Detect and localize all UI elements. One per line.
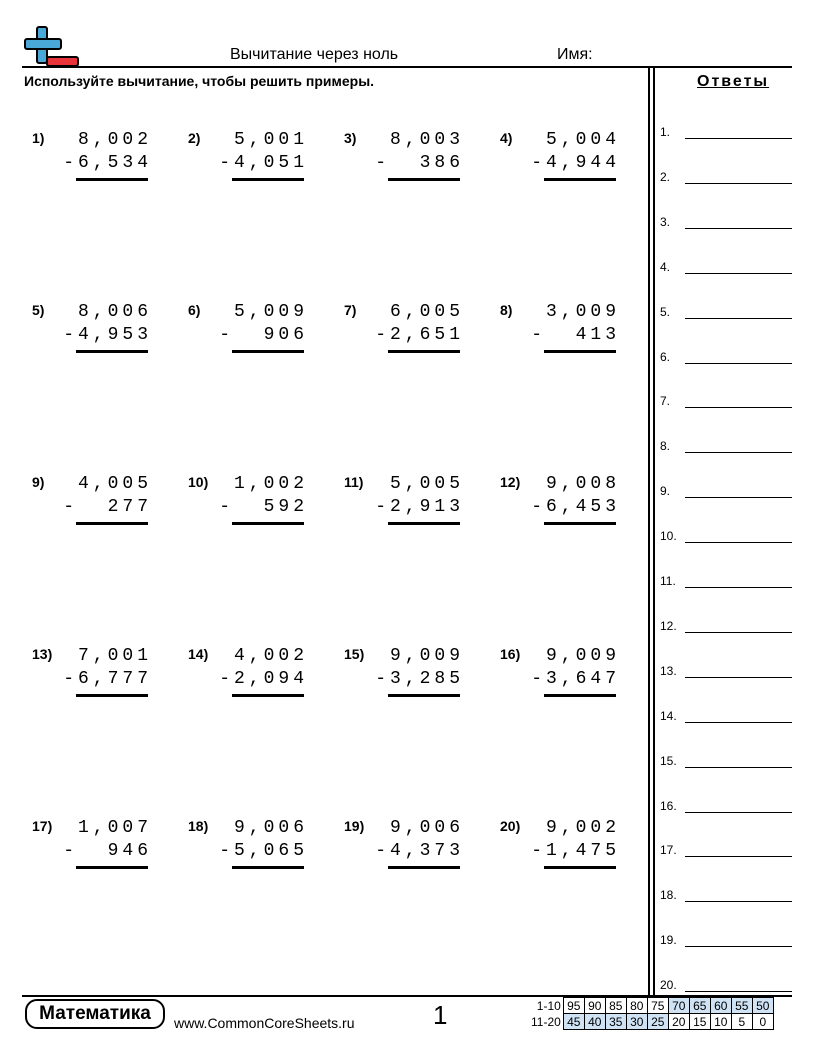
subtrahend: -6,777 xyxy=(63,669,152,689)
answer-number: 5. xyxy=(660,304,671,319)
answer-blank[interactable] xyxy=(685,722,792,723)
subtrahend: -6,534 xyxy=(63,153,152,173)
answer-number: 7. xyxy=(660,394,671,409)
answer-blank[interactable] xyxy=(685,183,792,184)
answer-row xyxy=(660,394,792,414)
problem-item xyxy=(32,302,152,372)
subtrahend: - 413 xyxy=(531,325,620,345)
answer-blank[interactable] xyxy=(685,363,792,364)
answer-row xyxy=(660,754,792,774)
answer-row xyxy=(660,350,792,370)
answer-blank[interactable] xyxy=(685,946,792,947)
problem-number: 3) xyxy=(344,130,357,146)
minuend: 9,009 xyxy=(389,646,464,666)
name-label: Имя: xyxy=(557,46,593,63)
answer-blank[interactable] xyxy=(685,991,792,992)
score-cell: 25 xyxy=(647,1014,668,1030)
minuend: 7,001 xyxy=(77,646,152,666)
brand-badge: Математика xyxy=(25,999,165,1029)
answers-heading: Ответы xyxy=(697,73,770,90)
problem-item xyxy=(188,130,308,200)
answer-number: 12. xyxy=(660,618,677,633)
score-cell: 60 xyxy=(710,998,731,1014)
problem-item xyxy=(500,474,620,544)
answer-number: 13. xyxy=(660,663,677,678)
answer-number: 11. xyxy=(660,574,676,588)
answer-row xyxy=(660,619,792,639)
problem-number: 12) xyxy=(500,474,521,490)
score-cell: 30 xyxy=(626,1014,647,1030)
subtrahend: -2,913 xyxy=(375,497,464,517)
score-cell: 5 xyxy=(731,1014,752,1030)
answer-row xyxy=(660,574,792,594)
subtrahend: -5,065 xyxy=(219,841,308,861)
minuend: 5,004 xyxy=(545,130,620,150)
problem-number: 4) xyxy=(500,130,513,146)
score-cell: 10 xyxy=(710,1014,731,1030)
answer-line xyxy=(76,178,148,181)
subtrahend: - 277 xyxy=(63,497,152,517)
answer-number: 8. xyxy=(660,439,671,454)
answer-row xyxy=(660,305,792,325)
minuend: 4,002 xyxy=(233,646,308,666)
problem-number: 19) xyxy=(344,818,365,834)
answer-number: 19. xyxy=(660,933,677,948)
score-cell: 80 xyxy=(626,998,647,1014)
minuend: 9,009 xyxy=(545,646,620,666)
score-cell: 15 xyxy=(689,1014,710,1030)
minuend: 5,009 xyxy=(233,302,308,322)
score-cell: 55 xyxy=(731,998,752,1014)
minuend: 3,009 xyxy=(545,302,620,322)
answer-row xyxy=(660,843,792,863)
answer-line xyxy=(388,866,460,869)
answer-blank[interactable] xyxy=(685,677,792,678)
answer-row xyxy=(660,125,792,145)
problem-item xyxy=(188,302,308,372)
subtrahend: -4,373 xyxy=(375,841,464,861)
plus-minus-logo-icon xyxy=(22,26,80,68)
score-cell: 40 xyxy=(584,1014,605,1030)
score-row xyxy=(529,1014,773,1030)
minuend: 9,008 xyxy=(545,474,620,494)
problem-number: 2) xyxy=(188,130,201,146)
answer-line xyxy=(232,694,304,697)
site-url: www.CommonCoreSheets.ru xyxy=(174,1015,355,1031)
problem-number: 5) xyxy=(32,302,45,318)
answer-number: 17. xyxy=(660,843,677,858)
minuend: 9,006 xyxy=(389,818,464,838)
answer-number: 4. xyxy=(660,259,671,274)
answer-line xyxy=(388,694,460,697)
answer-number: 3. xyxy=(660,214,671,229)
problem-number: 20) xyxy=(500,818,521,834)
problem-item xyxy=(500,818,620,888)
subtrahend: -2,094 xyxy=(219,669,308,689)
answer-blank[interactable] xyxy=(685,856,792,857)
problem-item xyxy=(344,646,464,716)
answer-line xyxy=(388,178,460,181)
subtrahend: -4,051 xyxy=(219,153,308,173)
problem-number: 7) xyxy=(344,302,357,318)
answer-line xyxy=(544,522,616,525)
answer-blank[interactable] xyxy=(685,318,792,319)
score-cell: 70 xyxy=(668,998,689,1014)
answer-row xyxy=(660,215,792,235)
answer-column-divider xyxy=(653,66,655,996)
score-cell: 85 xyxy=(605,998,626,1014)
problem-item xyxy=(188,818,308,888)
answer-line xyxy=(232,522,304,525)
answer-number: 10. xyxy=(660,529,677,544)
answer-number: 20. xyxy=(660,978,677,993)
answer-row xyxy=(660,664,792,684)
answer-line xyxy=(76,866,148,869)
worksheet-title: Вычитание через ноль xyxy=(230,46,399,63)
answer-number: 6. xyxy=(660,349,671,364)
answer-row xyxy=(660,709,792,729)
answer-column-divider xyxy=(648,66,650,996)
subtrahend: -2,651 xyxy=(375,325,464,345)
minuend: 4,005 xyxy=(77,474,152,494)
answer-blank[interactable] xyxy=(685,901,792,902)
answer-line xyxy=(232,866,304,869)
answer-line xyxy=(544,694,616,697)
score-cell: 65 xyxy=(689,998,710,1014)
problem-item xyxy=(188,474,308,544)
answer-number: 1. xyxy=(660,125,671,139)
score-cell: 0 xyxy=(752,1014,773,1030)
answer-number: 18. xyxy=(660,888,677,903)
subtrahend: -3,285 xyxy=(375,669,464,689)
problem-number: 17) xyxy=(32,818,53,834)
answer-line xyxy=(232,178,304,181)
minuend: 5,001 xyxy=(233,130,308,150)
header-divider xyxy=(22,66,792,68)
answer-blank[interactable] xyxy=(685,452,792,453)
minuend: 8,006 xyxy=(77,302,152,322)
answer-line xyxy=(232,350,304,353)
problem-number: 10) xyxy=(188,474,209,490)
problem-item xyxy=(500,646,620,716)
answer-line xyxy=(544,866,616,869)
answer-blank[interactable] xyxy=(685,138,792,139)
score-cell: 45 xyxy=(563,1014,584,1030)
problem-number: 14) xyxy=(188,646,209,662)
page-number: 1 xyxy=(433,1000,448,1030)
score-range-label: 11-20 xyxy=(531,1014,561,1029)
problem-item xyxy=(344,302,464,372)
answer-blank[interactable] xyxy=(685,228,792,229)
problem-number: 18) xyxy=(188,818,209,834)
answer-line xyxy=(388,350,460,353)
answer-number: 14. xyxy=(660,708,677,723)
score-table xyxy=(529,997,774,1030)
minuend: 6,005 xyxy=(389,302,464,322)
answer-line xyxy=(544,178,616,181)
subtrahend: - 386 xyxy=(375,153,464,173)
problem-number: 11) xyxy=(344,474,364,490)
problem-item xyxy=(500,302,620,372)
score-cell: 90 xyxy=(584,998,605,1014)
minuend: 9,006 xyxy=(233,818,308,838)
answer-line xyxy=(388,522,460,525)
answer-blank[interactable] xyxy=(685,497,792,498)
score-cell: 75 xyxy=(647,998,668,1014)
answer-line xyxy=(76,694,148,697)
problem-item xyxy=(32,130,152,200)
subtrahend: - 906 xyxy=(219,325,308,345)
answer-blank[interactable] xyxy=(685,587,792,588)
problem-item xyxy=(344,130,464,200)
problem-number: 13) xyxy=(32,646,53,662)
answer-row xyxy=(660,439,792,459)
answer-blank[interactable] xyxy=(685,273,792,274)
answer-blank[interactable] xyxy=(685,767,792,768)
answer-line xyxy=(544,350,616,353)
answer-row xyxy=(660,799,792,819)
answer-row xyxy=(660,888,792,908)
answer-row xyxy=(660,529,792,549)
subtrahend: - 946 xyxy=(63,841,152,861)
problem-number: 15) xyxy=(344,646,365,662)
subtrahend: -4,953 xyxy=(63,325,152,345)
subtrahend: -3,647 xyxy=(531,669,620,689)
problem-number: 9) xyxy=(32,474,45,490)
minuend: 8,002 xyxy=(77,130,152,150)
score-cell: 35 xyxy=(605,1014,626,1030)
problem-item xyxy=(32,474,152,544)
answer-blank[interactable] xyxy=(685,542,792,543)
subtrahend: -4,944 xyxy=(531,153,620,173)
minuend: 9,002 xyxy=(545,818,620,838)
answer-number: 2. xyxy=(660,169,671,184)
score-row xyxy=(529,998,773,1014)
problem-item xyxy=(188,646,308,716)
score-cell: 95 xyxy=(563,998,584,1014)
answer-blank[interactable] xyxy=(685,407,792,408)
answer-row xyxy=(660,933,792,953)
minuend: 8,003 xyxy=(389,130,464,150)
minuend: 1,002 xyxy=(233,474,308,494)
instructions: Используйте вычитание, чтобы решить примеры. xyxy=(24,73,375,89)
score-cell: 20 xyxy=(668,1014,689,1030)
answer-line xyxy=(76,350,148,353)
problem-number: 8) xyxy=(500,302,513,318)
subtrahend: -1,475 xyxy=(531,841,620,861)
minuend: 1,007 xyxy=(77,818,152,838)
problem-number: 6) xyxy=(188,302,201,318)
answer-row xyxy=(660,260,792,280)
problem-item xyxy=(344,474,464,544)
answer-line xyxy=(76,522,148,525)
answer-blank[interactable] xyxy=(685,632,792,633)
problem-number: 1) xyxy=(32,130,45,146)
subtrahend: - 592 xyxy=(219,497,308,517)
answer-row xyxy=(660,170,792,190)
score-range-label: 1-10 xyxy=(536,998,561,1013)
problem-item xyxy=(344,818,464,888)
problem-item xyxy=(500,130,620,200)
answer-row xyxy=(660,484,792,504)
problem-item xyxy=(32,646,152,716)
score-cell: 50 xyxy=(752,998,773,1014)
problem-number: 16) xyxy=(500,646,521,662)
subtrahend: -6,453 xyxy=(531,497,620,517)
answer-number: 15. xyxy=(660,753,677,768)
answer-number: 16. xyxy=(660,798,677,813)
answer-blank[interactable] xyxy=(685,812,792,813)
minuend: 5,005 xyxy=(389,474,464,494)
problem-item xyxy=(32,818,152,888)
answer-number: 9. xyxy=(660,484,671,499)
